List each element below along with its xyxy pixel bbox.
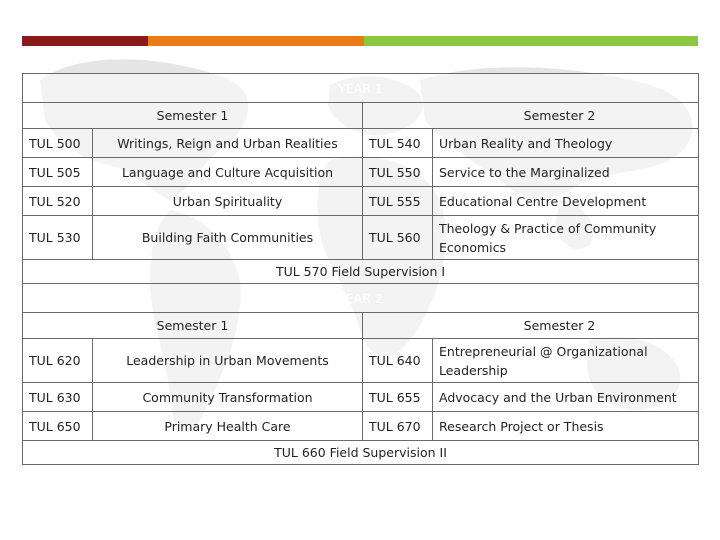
course-title: Theology & Practice of Community Economics [433,216,699,260]
year2-title: YEAR 2 [23,284,699,313]
year2-semester1-label: Semester 1 [23,313,363,339]
table-row [23,339,699,383]
table-row [23,187,699,216]
table-row [23,216,699,260]
course-title: Educational Centre Development [433,187,699,216]
course-code: TUL 520 [23,187,93,216]
year2-semester2-label: Semester 2 [363,313,699,339]
course-title: Advocacy and the Urban Environment [433,383,699,412]
table-row [23,129,699,158]
course-title: Urban Reality and Theology [433,129,699,158]
course-code: TUL 655 [363,383,433,412]
course-title: Primary Health Care [93,412,363,441]
year1-title: YEAR 1 [23,74,699,103]
table-row [23,412,699,441]
course-title: Writings, Reign and Urban Realities [93,129,363,158]
course-code: TUL 640 [363,339,433,383]
course-code: TUL 530 [23,216,93,260]
decorative-color-bar [22,36,698,46]
course-code: TUL 650 [23,412,93,441]
year1-semester-row [23,103,699,129]
course-code: TUL 500 [23,129,93,158]
course-code: TUL 540 [363,129,433,158]
color-bar-orange [148,36,364,46]
course-code: TUL 560 [363,216,433,260]
course-title: Service to the Marginalized [433,158,699,187]
year2-semester-row [23,313,699,339]
year1-semester2-label: Semester 2 [363,103,699,129]
course-code: TUL 630 [23,383,93,412]
course-title: Urban Spirituality [93,187,363,216]
field-supervision-label: TUL 660 Field Supervision II [23,441,699,465]
course-code: TUL 550 [363,158,433,187]
color-bar-red [22,36,148,46]
year1-header-row [23,74,699,103]
field-supervision-label: TUL 570 Field Supervision I [23,260,699,284]
year2-header-row [23,284,699,313]
color-bar-green [364,36,698,46]
course-code: TUL 555 [363,187,433,216]
table-row [23,158,699,187]
course-title: Leadership in Urban Movements [93,339,363,383]
course-code: TUL 505 [23,158,93,187]
course-title: Community Transformation [93,383,363,412]
course-title: Building Faith Communities [93,216,363,260]
year2-supervision-row [23,441,699,465]
course-code: TUL 670 [363,412,433,441]
year1-supervision-row [23,260,699,284]
year1-semester1-label: Semester 1 [23,103,363,129]
course-title: Language and Culture Acquisition [93,158,363,187]
course-code: TUL 620 [23,339,93,383]
curriculum-table [22,73,699,465]
course-title: Entrepreneurial @ Organizational Leadership [433,339,699,383]
course-title: Research Project or Thesis [433,412,699,441]
table-row [23,383,699,412]
